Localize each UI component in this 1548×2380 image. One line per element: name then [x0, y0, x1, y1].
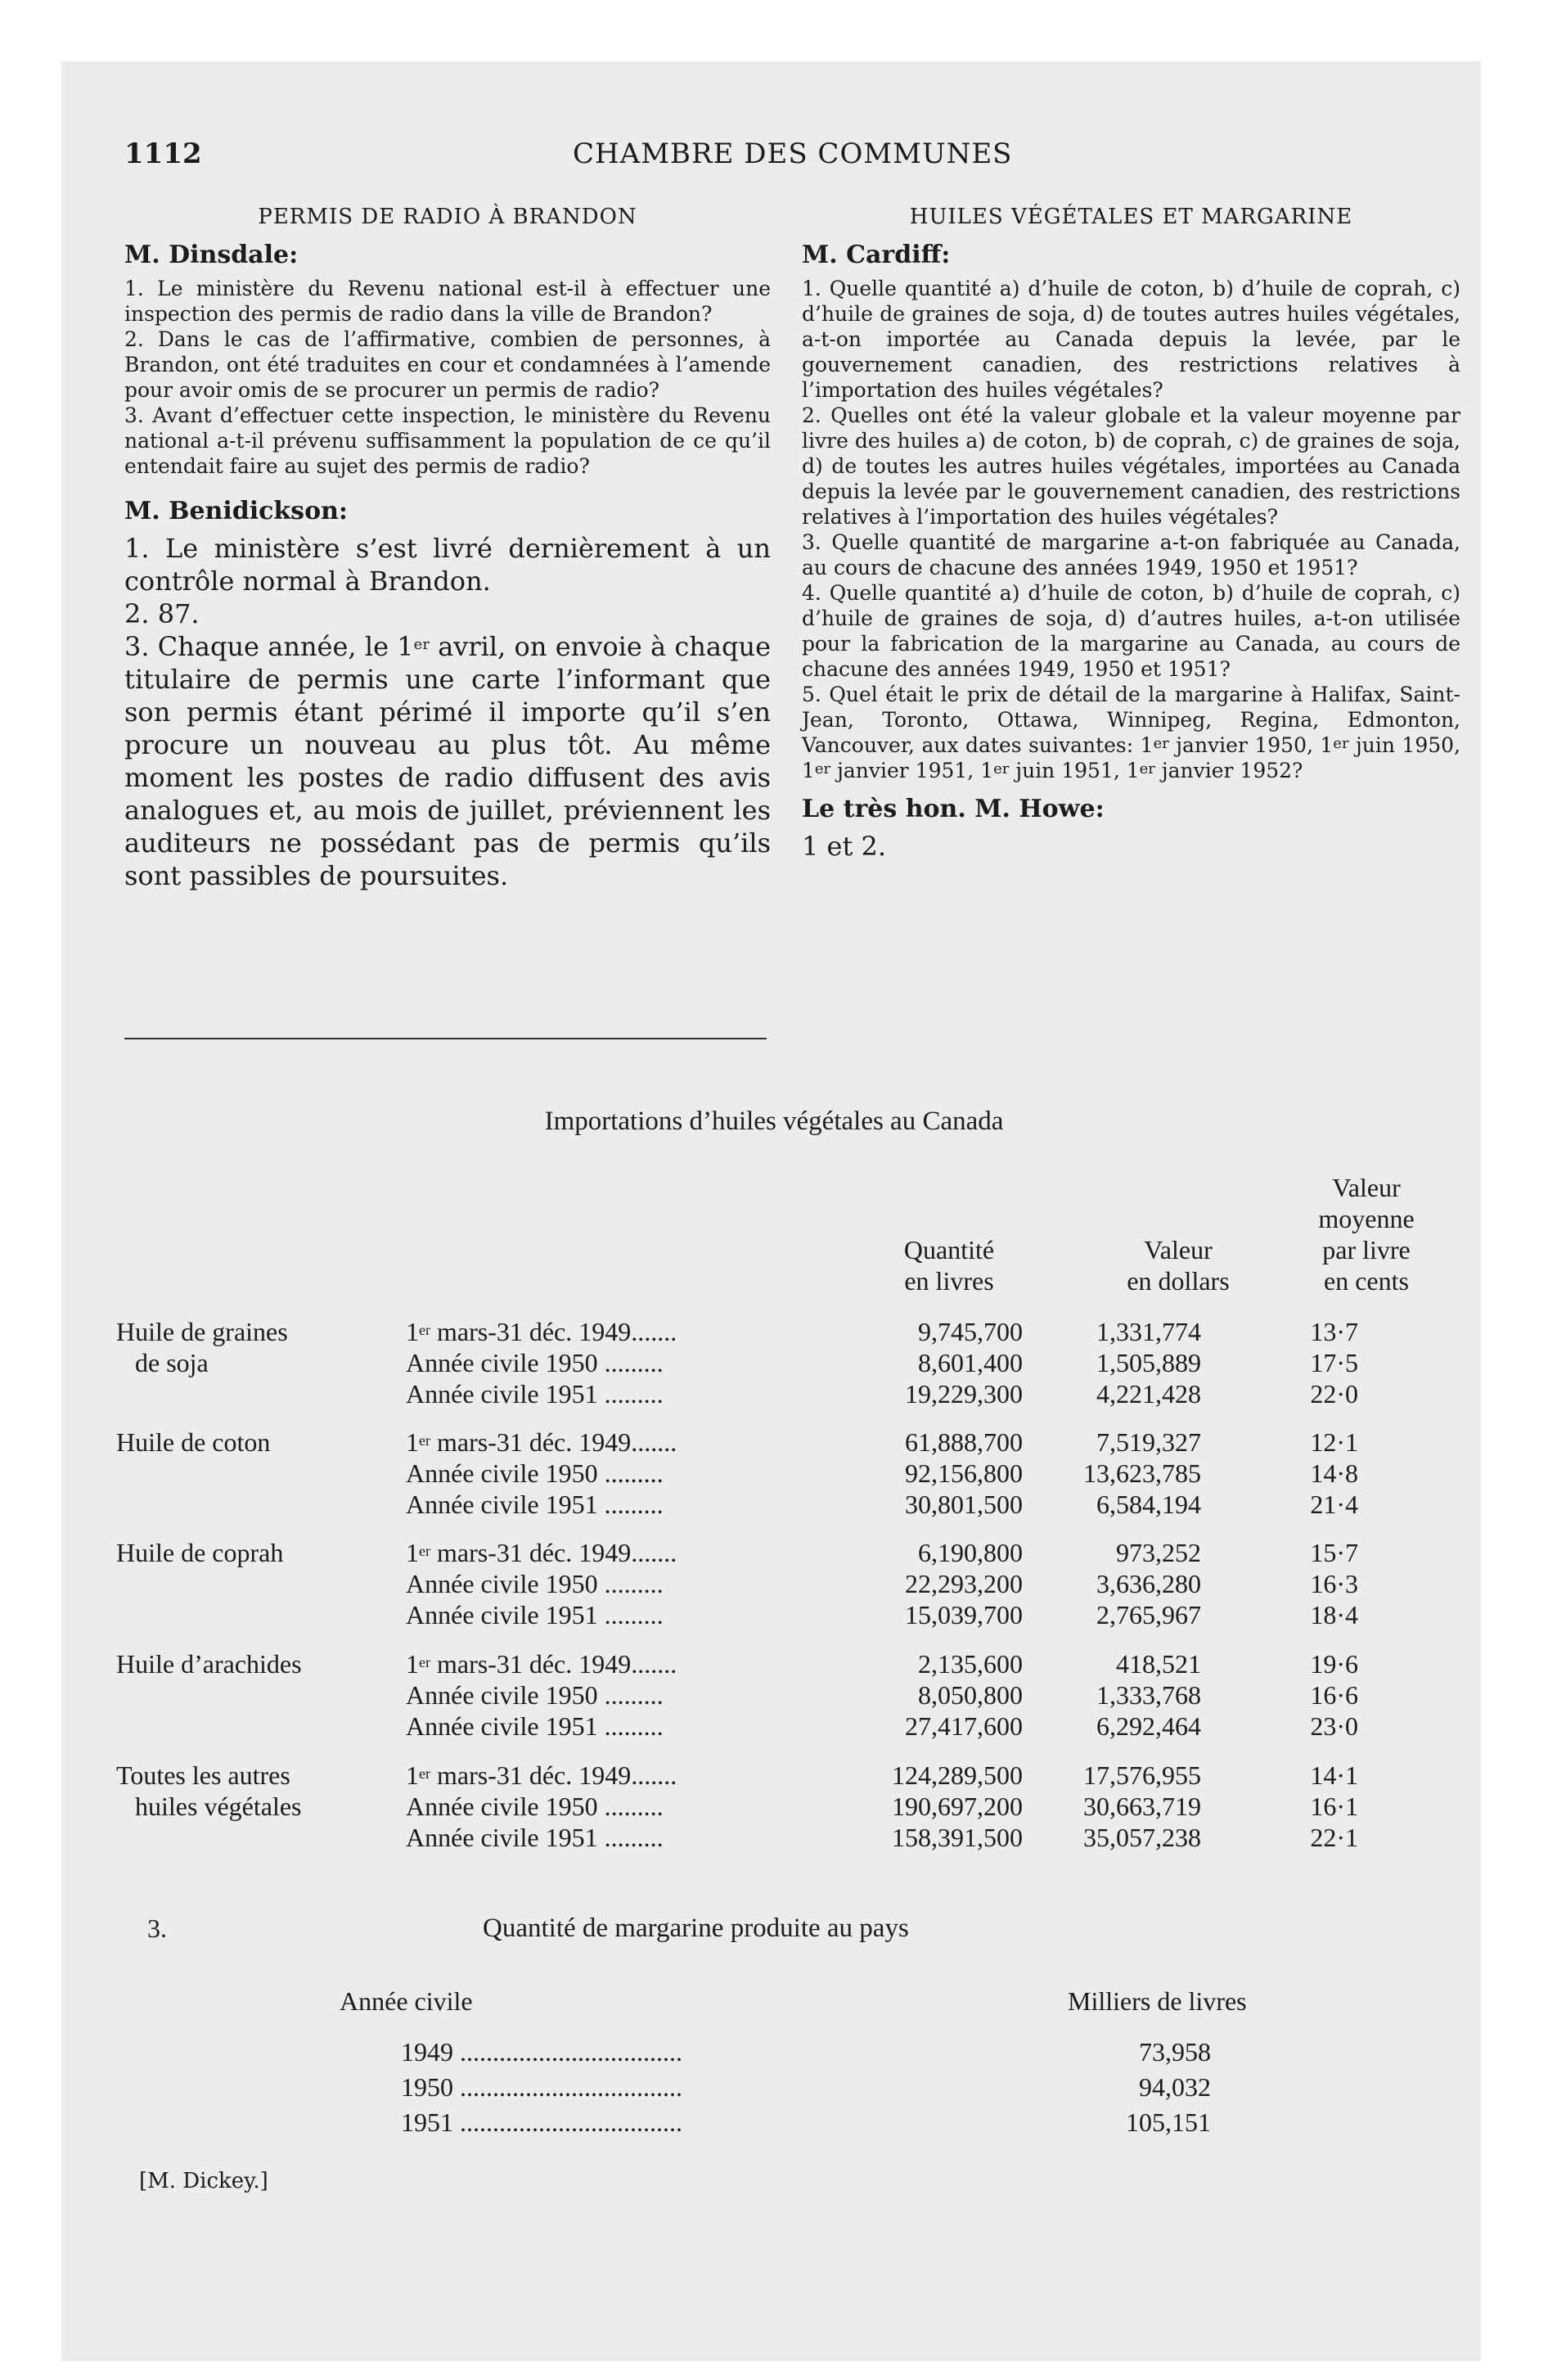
margarine-year: 1949 .................................. [401, 2037, 682, 2067]
superscript: er [1139, 760, 1155, 778]
question-2: 2. Quelles ont été la valeur globale et la valeur moyenne par livre des huiles a) de coton, b) de coprah, c) de graines de soja, d) de toutes les autres huiles végétales, importées au Canada depuis la levée par le gouvernement canadien, des restrictions relatives à l’importation des huiles végétales? [802, 403, 1460, 529]
value-cell: 973,252 [1116, 1538, 1201, 1567]
average-cell: 16·1 [1310, 1792, 1358, 1821]
quantity-cell: 158,391,500 [892, 1823, 1023, 1852]
value-cell: 6,292,464 [1096, 1711, 1201, 1741]
value-cell: 30,663,719 [1083, 1792, 1201, 1821]
question-2: 2. Dans le cas de l’affirmative, combien de personnes, à Brandon, ont été traduites en cour et condamnées à l’amende pour avoir omis de se procurer un permis de radio? [124, 327, 771, 402]
answer-1-2: 1 et 2. [802, 831, 887, 862]
quantity-cell: 6,190,800 [918, 1538, 1023, 1567]
answer-2: 2. 87. [124, 598, 200, 629]
page-number: 1112 [124, 137, 202, 170]
average-cell: 22·0 [1310, 1379, 1358, 1409]
period-label: Année civile 1950 ......... [406, 1569, 664, 1598]
quantity-cell: 19,229,300 [905, 1379, 1023, 1409]
q5-text: juin 1950, 1 [802, 733, 1460, 782]
value-cell: 1,333,768 [1096, 1680, 1201, 1710]
quantity-cell: 22,293,200 [905, 1569, 1023, 1598]
margarine-year: 1950 .................................. [401, 2072, 682, 2102]
quantity-cell: 190,697,200 [892, 1792, 1023, 1821]
period-text: mars-31 déc. 1949....... [430, 1649, 677, 1679]
period-label: Année civile 1951 ......... [406, 1600, 664, 1629]
margarine-title: Quantité de margarine produite au pays [483, 1913, 909, 1943]
superscript: er [1153, 735, 1169, 752]
period-label: Année civile 1951 ......... [406, 1379, 664, 1409]
period-day: 1 [406, 1760, 419, 1790]
quantity-cell: 124,289,500 [892, 1760, 1023, 1790]
average-cell: 17·5 [1310, 1348, 1358, 1377]
average-cell: 16·3 [1310, 1569, 1358, 1598]
question-1: 1. Quelle quantité a) d’huile de coton, b) d’huile de coprah, c) d’huile de graines de soja, d) de toutes autres huiles végétales, a-t-on importée au Canada depuis la levée, par le gouvernement canadien, des restrictions relatives à l’importation des huiles végétales? [802, 277, 1460, 402]
period-day: 1 [406, 1538, 419, 1567]
speaker-dinsdale: M. Dinsdale: [124, 241, 299, 269]
section-heading-radio: PERMIS DE RADIO À BRANDON [258, 205, 637, 229]
period-day: 1 [406, 1317, 419, 1346]
value-cell: 1,331,774 [1096, 1317, 1201, 1346]
period-text: mars-31 déc. 1949....... [430, 1760, 677, 1790]
superscript: er [419, 1322, 430, 1338]
value-cell: 13,623,785 [1083, 1458, 1201, 1488]
section-heading-oils: HUILES VÉGÉTALES ET MARGARINE [909, 205, 1353, 229]
quantity-cell: 92,156,800 [905, 1458, 1023, 1488]
header-line: moyenne [1318, 1204, 1415, 1233]
header-line: Quantité [903, 1235, 995, 1264]
header-line: Valeur [1144, 1235, 1213, 1264]
q5-text: juin 1951, 1 [1009, 759, 1140, 782]
row-group-label: Huile de coprah [116, 1538, 284, 1567]
header-line: par livre [1322, 1235, 1411, 1264]
value-cell: 17,576,955 [1083, 1760, 1201, 1790]
value-cell: 4,221,428 [1096, 1379, 1201, 1409]
margarine-year: 1951 .................................. [401, 2107, 682, 2137]
margarine-quantity: 94,032 [1139, 2072, 1211, 2102]
header-line: en dollars [1127, 1266, 1230, 1296]
period-label: Année civile 1950 ......... [406, 1680, 664, 1710]
period-day: 1 [406, 1649, 419, 1679]
superscript: er [993, 760, 1010, 778]
header-line: en livres [904, 1266, 994, 1296]
quantity-cell: 2,135,600 [918, 1649, 1023, 1679]
page-title: CHAMBRE DES COMMUNES [573, 137, 1013, 170]
average-cell: 14·8 [1310, 1458, 1358, 1488]
question-3: 3. Avant d’effectuer cette inspection, le ministère du Revenu national a-t-il prévenu suffisamment la population de ce qu’il entendait faire au sujet des permis de radio? [124, 403, 771, 478]
superscript: er [419, 1765, 430, 1782]
margarine-quantity: 73,958 [1139, 2037, 1211, 2067]
value-cell: 418,521 [1116, 1649, 1201, 1679]
period-text: mars-31 déc. 1949....... [430, 1317, 677, 1346]
speaker-benidickson: M. Benidickson: [124, 497, 348, 525]
q5-text: janvier 1950, 1 [1168, 733, 1334, 757]
average-cell: 12·1 [1310, 1427, 1358, 1457]
quantity-cell: 15,039,700 [905, 1600, 1023, 1629]
period-label: Année civile 1950 ......... [406, 1348, 664, 1377]
period-text: mars-31 déc. 1949....... [430, 1427, 677, 1457]
average-cell: 14·1 [1310, 1760, 1358, 1790]
period-label: Année civile 1951 ......... [406, 1490, 664, 1519]
row-group-label: Toutes les autres [116, 1760, 290, 1790]
superscript: er [419, 1543, 430, 1559]
value-cell: 1,505,889 [1096, 1348, 1201, 1377]
quantity-cell: 9,745,700 [918, 1317, 1023, 1346]
superscript: er [419, 1654, 430, 1670]
speaker-howe: Le très hon. M. Howe: [802, 795, 1105, 823]
quantity-cell: 61,888,700 [905, 1427, 1023, 1457]
average-cell: 23·0 [1310, 1711, 1358, 1741]
q5-text: 5. Quel était le prix de détail de la margarine à Halifax, Saint-Jean, Toronto, Ottawa, Winnipeg, Regina, Edmonton, Vancouver, aux dates suivantes: 1 [802, 683, 1460, 757]
period-label: Année civile 1951 ......... [406, 1711, 664, 1741]
period-text: mars-31 déc. 1949....... [430, 1538, 677, 1567]
row-group-label: Huile de coton [116, 1427, 271, 1457]
superscript: er [413, 636, 430, 653]
row-group-label: huiles végétales [135, 1792, 302, 1821]
imports-table-title: Importations d’huiles végétales au Canada [544, 1107, 1004, 1136]
answer-3-start: 3. Chaque année, le 1 [124, 631, 414, 662]
header-line: Valeur [1332, 1173, 1401, 1202]
speaker-cardiff: M. Cardiff: [802, 241, 951, 269]
value-cell: 35,057,238 [1083, 1823, 1201, 1852]
superscript: er [419, 1432, 430, 1449]
header-thousand-pounds: Milliers de livres [1068, 1986, 1247, 2016]
superscript: er [814, 760, 831, 778]
period-label: Année civile 1951 ......... [406, 1823, 664, 1852]
average-cell: 15·7 [1310, 1538, 1358, 1567]
average-cell: 19·6 [1310, 1649, 1358, 1679]
value-cell: 2,765,967 [1096, 1600, 1201, 1629]
period-label: Année civile 1950 ......... [406, 1458, 664, 1488]
row-group-label: Huile de graines [116, 1317, 288, 1346]
footer-speaker: [M. Dickey.] [139, 2169, 268, 2193]
row-group-label: de soja [135, 1348, 209, 1377]
period-day: 1 [406, 1427, 419, 1457]
row-group-label: Huile d’arachides [116, 1649, 302, 1679]
question-1: 1. Le ministère du Revenu national est-il à effectuer une inspection des permis de radio dans la ville de Brandon? [124, 277, 771, 326]
q5-text: janvier 1952? [1154, 759, 1303, 782]
quantity-cell: 30,801,500 [905, 1490, 1023, 1519]
value-cell: 6,584,194 [1096, 1490, 1201, 1519]
question-4: 4. Quelle quantité a) d’huile de coton, b) d’huile de coprah, c) d’huile de graines de soja, d) d’autres huiles, a-t-on utilisée pour la fabrication de la margarine au Canada, au cours de chacune des années 1949, 1950 et 1951? [802, 581, 1460, 681]
quantity-cell: 8,050,800 [918, 1680, 1023, 1710]
quantity-cell: 27,417,600 [905, 1711, 1023, 1741]
margarine-quantity: 105,151 [1126, 2107, 1211, 2137]
average-cell: 13·7 [1310, 1317, 1358, 1346]
answer-1: 1. Le ministère s’est livré dernièrement à un contrôle normal à Brandon. [124, 533, 771, 597]
item-number: 3. [147, 1913, 167, 1943]
answer-3-rest: avril, on envoie à chaque titulaire de permis une carte l’informant que son permis étant périmé il importe qu’il s’en procure un nouveau au plus tôt. Au même moment les postes de radio diffusent des avis analogues et, au mois de juillet, préviennent les auditeurs ne possédant pas de permis qu’ils sont passibles de poursuites. [124, 631, 772, 891]
quantity-cell: 8,601,400 [918, 1348, 1023, 1377]
average-cell: 18·4 [1310, 1600, 1358, 1629]
superscript: er [1333, 735, 1349, 752]
value-cell: 3,636,280 [1096, 1569, 1201, 1598]
period-label: Année civile 1950 ......... [406, 1792, 664, 1821]
header-year: Année civile [340, 1986, 473, 2016]
header-line: en cents [1324, 1266, 1409, 1296]
average-cell: 21·4 [1310, 1490, 1358, 1519]
average-cell: 22·1 [1310, 1823, 1358, 1852]
average-cell: 16·6 [1310, 1680, 1358, 1710]
question-3: 3. Quelle quantité de margarine a-t-on fabriquée au Canada, au cours de chacune des années 1949, 1950 et 1951? [802, 530, 1460, 579]
q5-text: janvier 1951, 1 [830, 759, 994, 782]
value-cell: 7,519,327 [1096, 1427, 1201, 1457]
